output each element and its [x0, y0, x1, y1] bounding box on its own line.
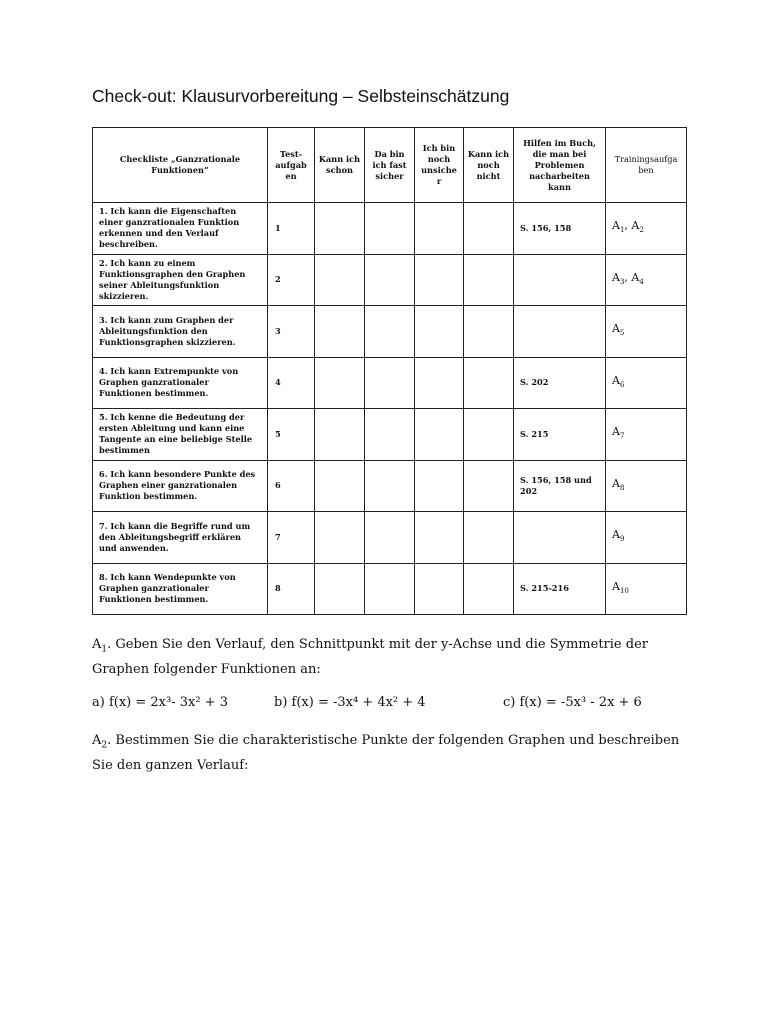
unsicher-cell[interactable]: [415, 306, 464, 358]
help-reference: [514, 254, 606, 306]
self-assessment-table: [92, 127, 687, 615]
checklist-item: 1. Ich kann die Eigenschaften einer ganzrationalen Funktion erkennen und den Verlauf beschreiben.: [93, 203, 268, 255]
training-sub: 2: [639, 226, 644, 235]
checklist-item: 2. Ich kann zu einem Funktionsgraphen den Graphen seiner Ableitungsfunktion skizzieren.: [93, 254, 268, 306]
nicht-cell[interactable]: [464, 203, 514, 255]
training-sub: 9: [619, 535, 625, 544]
unsicher-cell[interactable]: [415, 254, 464, 306]
training-sub: 5: [619, 329, 625, 338]
nicht-cell[interactable]: [464, 563, 514, 615]
header-nicht: Kann ich noch nicht: [464, 128, 514, 203]
training-sub: 8: [619, 483, 625, 492]
task-label-sub: 2: [101, 740, 108, 751]
training-letter: A: [612, 579, 620, 593]
training-letter: A: [612, 476, 620, 490]
kann-cell[interactable]: [315, 563, 365, 615]
unsicher-cell[interactable]: [415, 460, 464, 512]
checklist-item: 7. Ich kann die Begriffe rund um den Ableitungsbegriff erklären und anwenden.: [93, 512, 268, 564]
test-number: 6: [268, 460, 315, 512]
checklist-item: 8. Ich kann Wendepunkte von Graphen ganzrationaler Funktionen bestimmen.: [93, 563, 268, 615]
help-reference: [514, 306, 606, 358]
unsicher-cell[interactable]: [415, 357, 464, 409]
table-row: [93, 563, 687, 615]
help-reference: S. 215-216: [514, 563, 606, 615]
nicht-cell[interactable]: [464, 512, 514, 564]
table-row: [93, 254, 687, 306]
task-a2-text: . Bestimmen Sie die charakteristische Punkte der folgenden Graphen und beschreiben Sie den ganzen Verlauf:: [92, 733, 680, 773]
task-a1-text: . Geben Sie den Verlauf, den Schnittpunkt mit der y-Achse und die Symmetrie der Graphen folgender Funktionen an:: [92, 637, 648, 677]
unsicher-cell[interactable]: [415, 563, 464, 615]
page-title: Check-out: Klausurvorbereitung – Selbsteinschätzung: [92, 86, 510, 106]
nicht-cell[interactable]: [464, 306, 514, 358]
help-reference: S. 202: [514, 357, 606, 409]
task-a2: [92, 731, 692, 776]
formula-c: c) f(x) = -5x³ - 2x + 6: [503, 695, 642, 710]
training-sub: 3: [619, 277, 625, 286]
test-number: 3: [268, 306, 315, 358]
training-sub: 1: [619, 226, 625, 235]
formula-b: b) f(x) = -3x⁴ + 4x² + 4: [274, 695, 426, 710]
help-reference: S. 156, 158 und 202: [514, 460, 606, 512]
fast-cell[interactable]: [365, 512, 415, 564]
test-number: 4: [268, 357, 315, 409]
unsicher-cell[interactable]: [415, 203, 464, 255]
kann-cell[interactable]: [315, 254, 365, 306]
help-reference: S. 156, 158: [514, 203, 606, 255]
table-row: [93, 409, 687, 461]
header-fast: Da bin ich fast sicher: [365, 128, 415, 203]
unsicher-cell[interactable]: [415, 512, 464, 564]
task-label-sub: 1: [101, 644, 108, 655]
kann-cell[interactable]: [315, 512, 365, 564]
table-row: [93, 460, 687, 512]
nicht-cell[interactable]: [464, 357, 514, 409]
nicht-cell[interactable]: [464, 409, 514, 461]
training-tasks: [606, 306, 687, 358]
training-tasks: [606, 512, 687, 564]
unsicher-cell[interactable]: [415, 409, 464, 461]
task-label-letter: A: [92, 637, 102, 652]
fast-cell[interactable]: [365, 563, 415, 615]
training-letter: A: [631, 219, 640, 233]
formula-a: a) f(x) = 2x³- 3x² + 3: [92, 695, 228, 710]
training-sub: 4: [639, 277, 644, 286]
table-row: [93, 306, 687, 358]
table-row: [93, 357, 687, 409]
kann-cell[interactable]: [315, 357, 365, 409]
fast-cell[interactable]: [365, 409, 415, 461]
fast-cell[interactable]: [365, 357, 415, 409]
training-tasks: [606, 254, 687, 306]
checklist-item: 4. Ich kann Extrempunkte von Graphen ganzrationaler Funktionen bestimmen.: [93, 357, 268, 409]
table-row: [93, 512, 687, 564]
task-label-letter: A: [92, 733, 102, 748]
checklist-item: 6. Ich kann besondere Punkte des Graphen einer ganzrationalen Funktion bestimmen.: [93, 460, 268, 512]
training-tasks: [606, 203, 687, 255]
header-kann: Kann ich schon: [315, 128, 365, 203]
training-sep: ,: [624, 270, 632, 284]
help-reference: [514, 512, 606, 564]
table-row: [93, 203, 687, 255]
checklist-item: 5. Ich kenne die Bedeutung der ersten Ableitung und kann eine Tangente an eine beliebige Stelle bestimmen: [93, 409, 268, 461]
header-unsicher: Ich bin noch unsiche r: [415, 128, 464, 203]
kann-cell[interactable]: [315, 306, 365, 358]
help-reference: S. 215: [514, 409, 606, 461]
training-letter: A: [612, 425, 620, 439]
test-number: 1: [268, 203, 315, 255]
test-number: 8: [268, 563, 315, 615]
checklist-item: 3. Ich kann zum Graphen der Ableitungsfunktion den Funktionsgraphen skizzieren.: [93, 306, 268, 358]
nicht-cell[interactable]: [464, 460, 514, 512]
training-letter: A: [612, 373, 620, 387]
header-test: Test-aufgab en: [268, 128, 315, 203]
fast-cell[interactable]: [365, 306, 415, 358]
training-sub: 7: [619, 432, 625, 441]
training-letter: A: [631, 270, 640, 284]
fast-cell[interactable]: [365, 254, 415, 306]
test-number: 5: [268, 409, 315, 461]
header-checklist: Checkliste „Ganzrationale Funktionen“: [93, 128, 268, 203]
training-sep: ,: [624, 219, 632, 233]
kann-cell[interactable]: [315, 203, 365, 255]
training-tasks: [606, 460, 687, 512]
training-sub: 6: [619, 380, 625, 389]
fast-cell[interactable]: [365, 203, 415, 255]
training-sub: 10: [619, 586, 629, 595]
training-tasks: [606, 409, 687, 461]
training-letter: A: [612, 322, 620, 336]
training-letter: A: [612, 219, 620, 233]
fast-cell[interactable]: [365, 460, 415, 512]
kann-cell[interactable]: [315, 409, 365, 461]
test-number: 2: [268, 254, 315, 306]
test-number: 7: [268, 512, 315, 564]
kann-cell[interactable]: [315, 460, 365, 512]
training-letter: A: [612, 528, 620, 542]
header-training: Trainingsaufga ben: [606, 128, 687, 203]
training-tasks: [606, 563, 687, 615]
header-hilfen: Hilfen im Buch, die man bei Problemen nacharbeiten kann: [514, 128, 606, 203]
nicht-cell[interactable]: [464, 254, 514, 306]
task-a1: [92, 635, 692, 680]
training-tasks: [606, 357, 687, 409]
training-letter: A: [612, 270, 620, 284]
